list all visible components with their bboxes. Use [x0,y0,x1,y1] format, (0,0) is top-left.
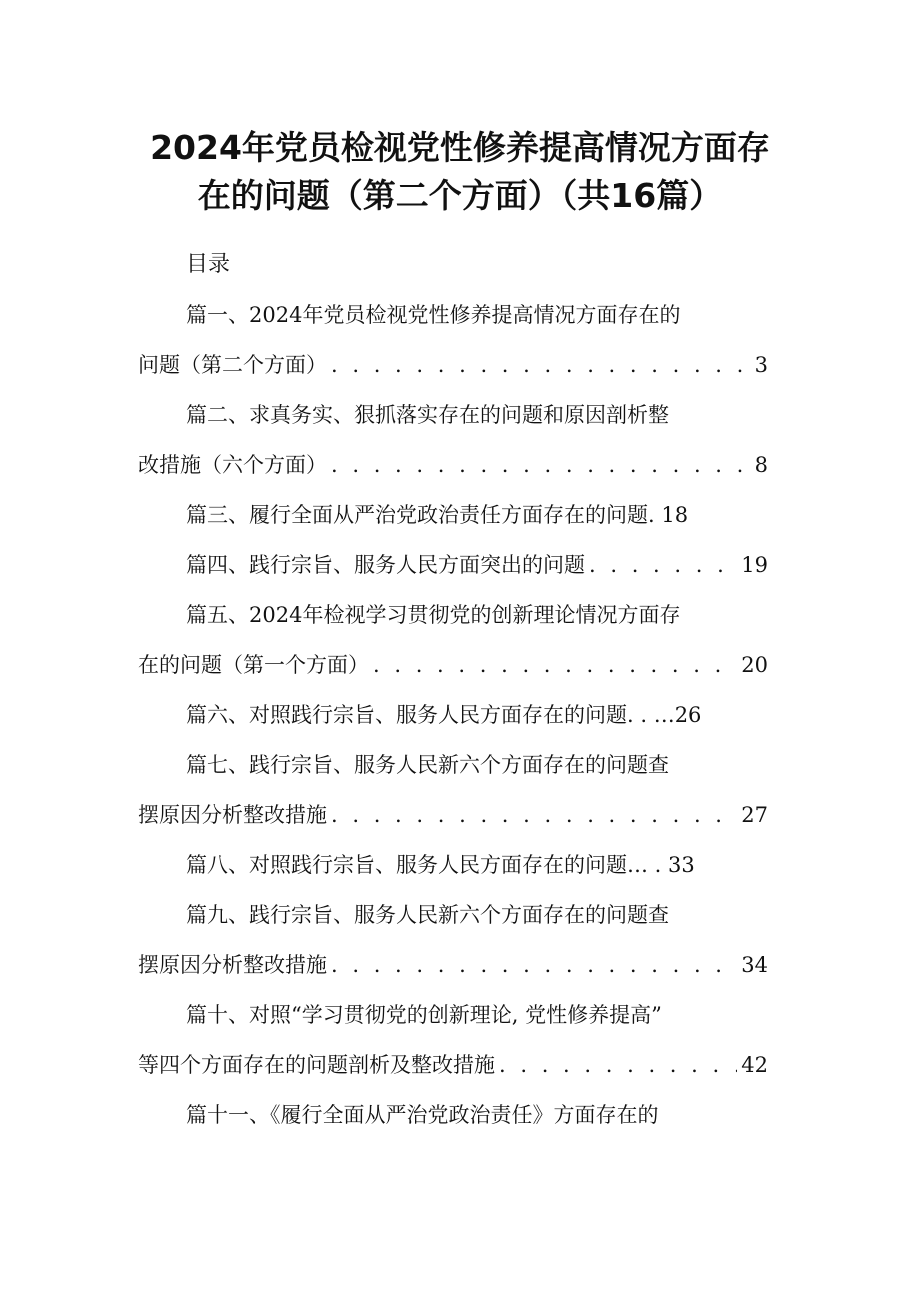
toc-entry-5-line-2[interactable] [138,650,768,680]
toc-entry-text: 在的问题（第一个方面） [138,653,369,677]
toc-page-number: 20 [741,653,768,677]
title-line-2: 在的问题（第二个方面）（共16篇） [197,176,723,215]
toc-entry-text: 篇七、践行宗旨、服务人民新六个方面存在的问题查 [186,753,669,777]
toc-entry-text: 问题（第二个方面） [138,353,327,377]
toc-entry-text: 篇四、践行宗旨、服务人民方面突出的问题 [186,553,585,577]
toc-entry-2-line-1[interactable] [186,400,669,430]
toc-entry-text: 篇三、履行全面从严治党政治责任方面存在的问题. 18 [186,503,689,527]
toc-entry-text: 篇九、践行宗旨、服务人民新六个方面存在的问题查 [186,903,669,927]
toc-entry-3[interactable] [186,500,688,530]
toc-entry-text: 摆原因分析整改措施 [138,953,327,977]
toc-entry-text: 摆原因分析整改措施 [138,803,327,827]
toc-entry-text: 篇五、2024年检视学习贯彻党的创新理论情况方面存 [186,603,681,627]
toc-page-number: 42 [741,1053,768,1077]
document-title [140,124,780,220]
toc-entry-7-line-2[interactable] [138,800,768,830]
title-line-1: 2024年党员检视党性修养提高情况方面存 [150,128,770,167]
toc-entry-10-line-1[interactable] [186,1000,662,1030]
toc-entry-7-line-1[interactable] [186,750,669,780]
toc-entry-text: 改措施（六个方面） [138,453,327,477]
toc-entry-1-line-2[interactable] [138,350,768,380]
toc-heading: 目录 [186,252,231,277]
toc-leader-dots [331,950,737,980]
toc-entry-text: 篇八、对照践行宗旨、服务人民方面存在的问题… . 33 [186,853,695,877]
toc-entry-2-line-2[interactable] [138,450,768,480]
toc-leader-dots [589,550,737,580]
toc-leader-dots [373,650,737,680]
toc-page-number: 34 [741,953,768,977]
toc-entry-text: 篇一、2024年党员检视党性修养提高情况方面存在的 [186,303,681,327]
toc-page-number: 3 [754,353,768,377]
toc-page-number: 8 [754,453,768,477]
toc-entry-9-line-2[interactable] [138,950,768,980]
toc-page-number: 19 [741,553,768,577]
toc-entry-10-line-2[interactable] [138,1050,768,1080]
toc-leader-dots [499,1050,737,1080]
toc-entry-text: 篇十一、《履行全面从严治党政治责任》方面存在的 [186,1103,659,1127]
toc-entry-1-line-1[interactable] [186,300,680,330]
toc-entry-text: 篇十、对照“学习贯彻党的创新理论, 党性修养提高” [186,1003,662,1027]
toc-entry-text: 等四个方面存在的问题剖析及整改措施 [138,1053,495,1077]
toc-entry-text: 篇六、对照践行宗旨、服务人民方面存在的问题. . …26 [186,703,702,727]
toc-entry-11[interactable] [186,1100,659,1130]
toc-entry-6[interactable] [186,700,701,730]
toc-entry-text: 篇二、求真务实、狠抓落实存在的问题和原因剖析整 [186,403,669,427]
toc-leader-dots [331,450,751,480]
toc-entry-5-line-1[interactable] [186,600,680,630]
toc-leader-dots [331,350,751,380]
toc-page-number: 27 [741,803,768,827]
toc-entry-8[interactable] [186,850,695,880]
toc-entry-4[interactable] [186,550,768,580]
toc-leader-dots [331,800,737,830]
toc-entry-9-line-1[interactable] [186,900,669,930]
